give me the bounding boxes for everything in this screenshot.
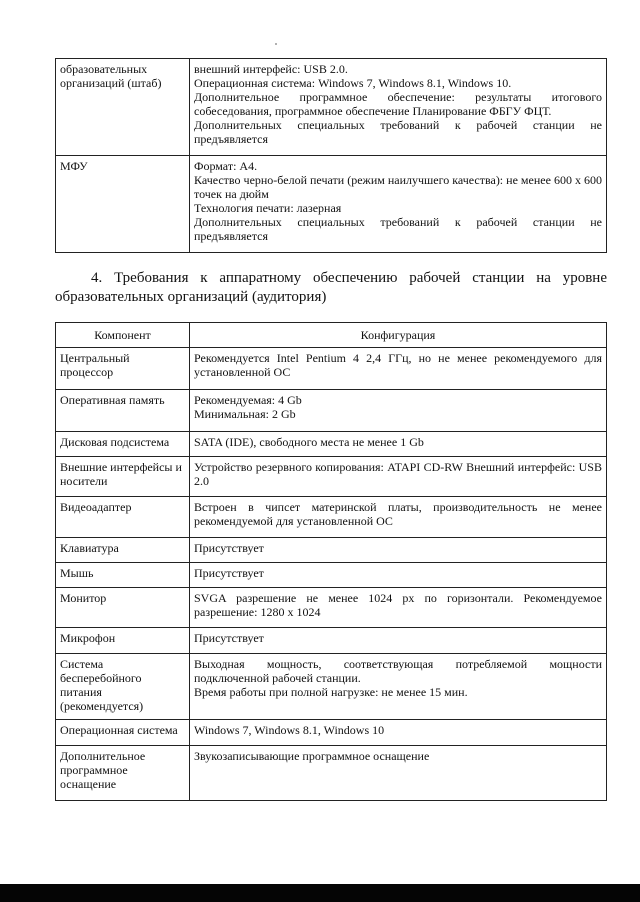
config-cell (190, 348, 607, 390)
config-line: Качество черно-белой печати (режим наилучшего качества): не менее 600 х 600 точек на дюйм (194, 173, 602, 201)
config-line: Время работы при полной нагрузке: не менее 15 мин. (194, 685, 468, 699)
table-row (56, 720, 607, 746)
config-cell (190, 654, 607, 720)
component-cell (56, 457, 190, 497)
component-label: МФУ (60, 159, 88, 173)
column-header-component: Компонент (56, 323, 190, 348)
table-row (56, 746, 607, 801)
config-line: Минимальная: 2 Gb (194, 407, 296, 421)
config-cell (190, 563, 607, 588)
section-heading-line2: образовательных организаций (аудитория) (55, 289, 327, 305)
component-cell (56, 628, 190, 654)
config-cell (190, 720, 607, 746)
table-row (56, 156, 607, 253)
component-cell (56, 432, 190, 457)
component-label: Внешние интерфейсы и носители (60, 460, 182, 488)
config-cell (190, 588, 607, 628)
config-cell (190, 628, 607, 654)
table-row (56, 348, 607, 390)
config-line: Устройство резервного копирования: ATAPI CD-RW Внешний интерфейс: USB 2.0 (194, 460, 602, 488)
config-cell (190, 156, 607, 253)
config-cell (190, 497, 607, 538)
scan-bottom-edge (0, 884, 640, 902)
component-label: Дополнительное программное оснащение (60, 749, 146, 791)
hardware-requirements-table (55, 322, 607, 801)
config-line: Дополнительных специальных требований к рабочей станции не предъявляется (194, 118, 602, 146)
table-row (56, 628, 607, 654)
config-line: Технология печати: лазерная (194, 201, 342, 215)
config-line: Рекомендуется Intel Pentium 4 2,4 ГГц, но не менее рекомендуемого для установленной ОС (194, 351, 602, 379)
component-label: Операционная система (60, 723, 178, 737)
config-line: Звукозаписывающие программное оснащение (194, 749, 430, 763)
component-label: Видеоадаптер (60, 500, 132, 514)
component-cell (56, 497, 190, 538)
config-line: Windows 7, Windows 8.1, Windows 10 (194, 723, 385, 737)
config-line: Формат: А4. (194, 159, 258, 173)
scan-speck (275, 43, 277, 45)
component-label: Центральный процессор (60, 351, 130, 379)
requirements-table-continued (55, 58, 607, 253)
table-row (56, 563, 607, 588)
table-header-row (56, 323, 607, 348)
table-row (56, 59, 607, 156)
config-line: SVGA разрешение не менее 1024 px по горизонтали. Рекомендуемое разрешение: 1280 х 1024 (194, 591, 602, 619)
config-cell (190, 457, 607, 497)
component-cell (56, 654, 190, 720)
component-cell (56, 59, 190, 156)
component-label: Оперативная память (60, 393, 165, 407)
config-cell (190, 432, 607, 457)
component-label: Микрофон (60, 631, 116, 645)
component-label: образовательных организаций (штаб) (60, 62, 162, 90)
config-line: внешний интерфейс: USB 2.0. (194, 62, 348, 76)
component-label: Дисковая подсистема (60, 435, 170, 449)
table-row (56, 432, 607, 457)
config-line: Операционная система: Windows 7, Windows 8.1, Windows 10. (194, 76, 512, 90)
config-line: Встроен в чипсет материнской платы, производительность не менее рекомендуемой для установленной ОС (194, 500, 602, 528)
config-line: Присутствует (194, 631, 264, 645)
config-line: Рекомендуемая: 4 Gb (194, 393, 302, 407)
table-row (56, 588, 607, 628)
config-cell (190, 746, 607, 801)
table-row (56, 457, 607, 497)
config-line: Дополнительное программное обеспечение: результаты итогового собеседования, программное обеспечение Планирование ФБГУ ФЦТ. (194, 90, 602, 118)
component-cell (56, 156, 190, 253)
component-label: Система бесперебойного питания (рекомендуется) (60, 657, 144, 713)
component-cell (56, 720, 190, 746)
section-heading-line1: 4. Требования к аппаратному обеспечению рабочей станции на уровне (91, 270, 607, 286)
component-cell (56, 390, 190, 432)
component-cell (56, 746, 190, 801)
component-label: Мышь (60, 566, 94, 580)
config-line: Дополнительных специальных требований к рабочей станции не предъявляется (194, 215, 602, 243)
component-cell (56, 348, 190, 390)
component-label: Монитор (60, 591, 107, 605)
config-cell (190, 59, 607, 156)
component-label: Клавиатура (60, 541, 119, 555)
config-line: Выходная мощность, соответствующая потребляемой мощности подключенной рабочей станции. (194, 657, 602, 685)
config-cell (190, 390, 607, 432)
table-row (56, 654, 607, 720)
config-line: Присутствует (194, 541, 264, 555)
table-row (56, 538, 607, 563)
component-cell (56, 588, 190, 628)
section-heading (55, 269, 607, 307)
config-line: Присутствует (194, 566, 264, 580)
component-cell (56, 563, 190, 588)
config-line: SATA (IDE), свободного места не менее 1 Gb (194, 435, 424, 449)
column-header-configuration: Конфигурация (190, 323, 607, 348)
table-row (56, 497, 607, 538)
table-row (56, 390, 607, 432)
config-cell (190, 538, 607, 563)
component-cell (56, 538, 190, 563)
